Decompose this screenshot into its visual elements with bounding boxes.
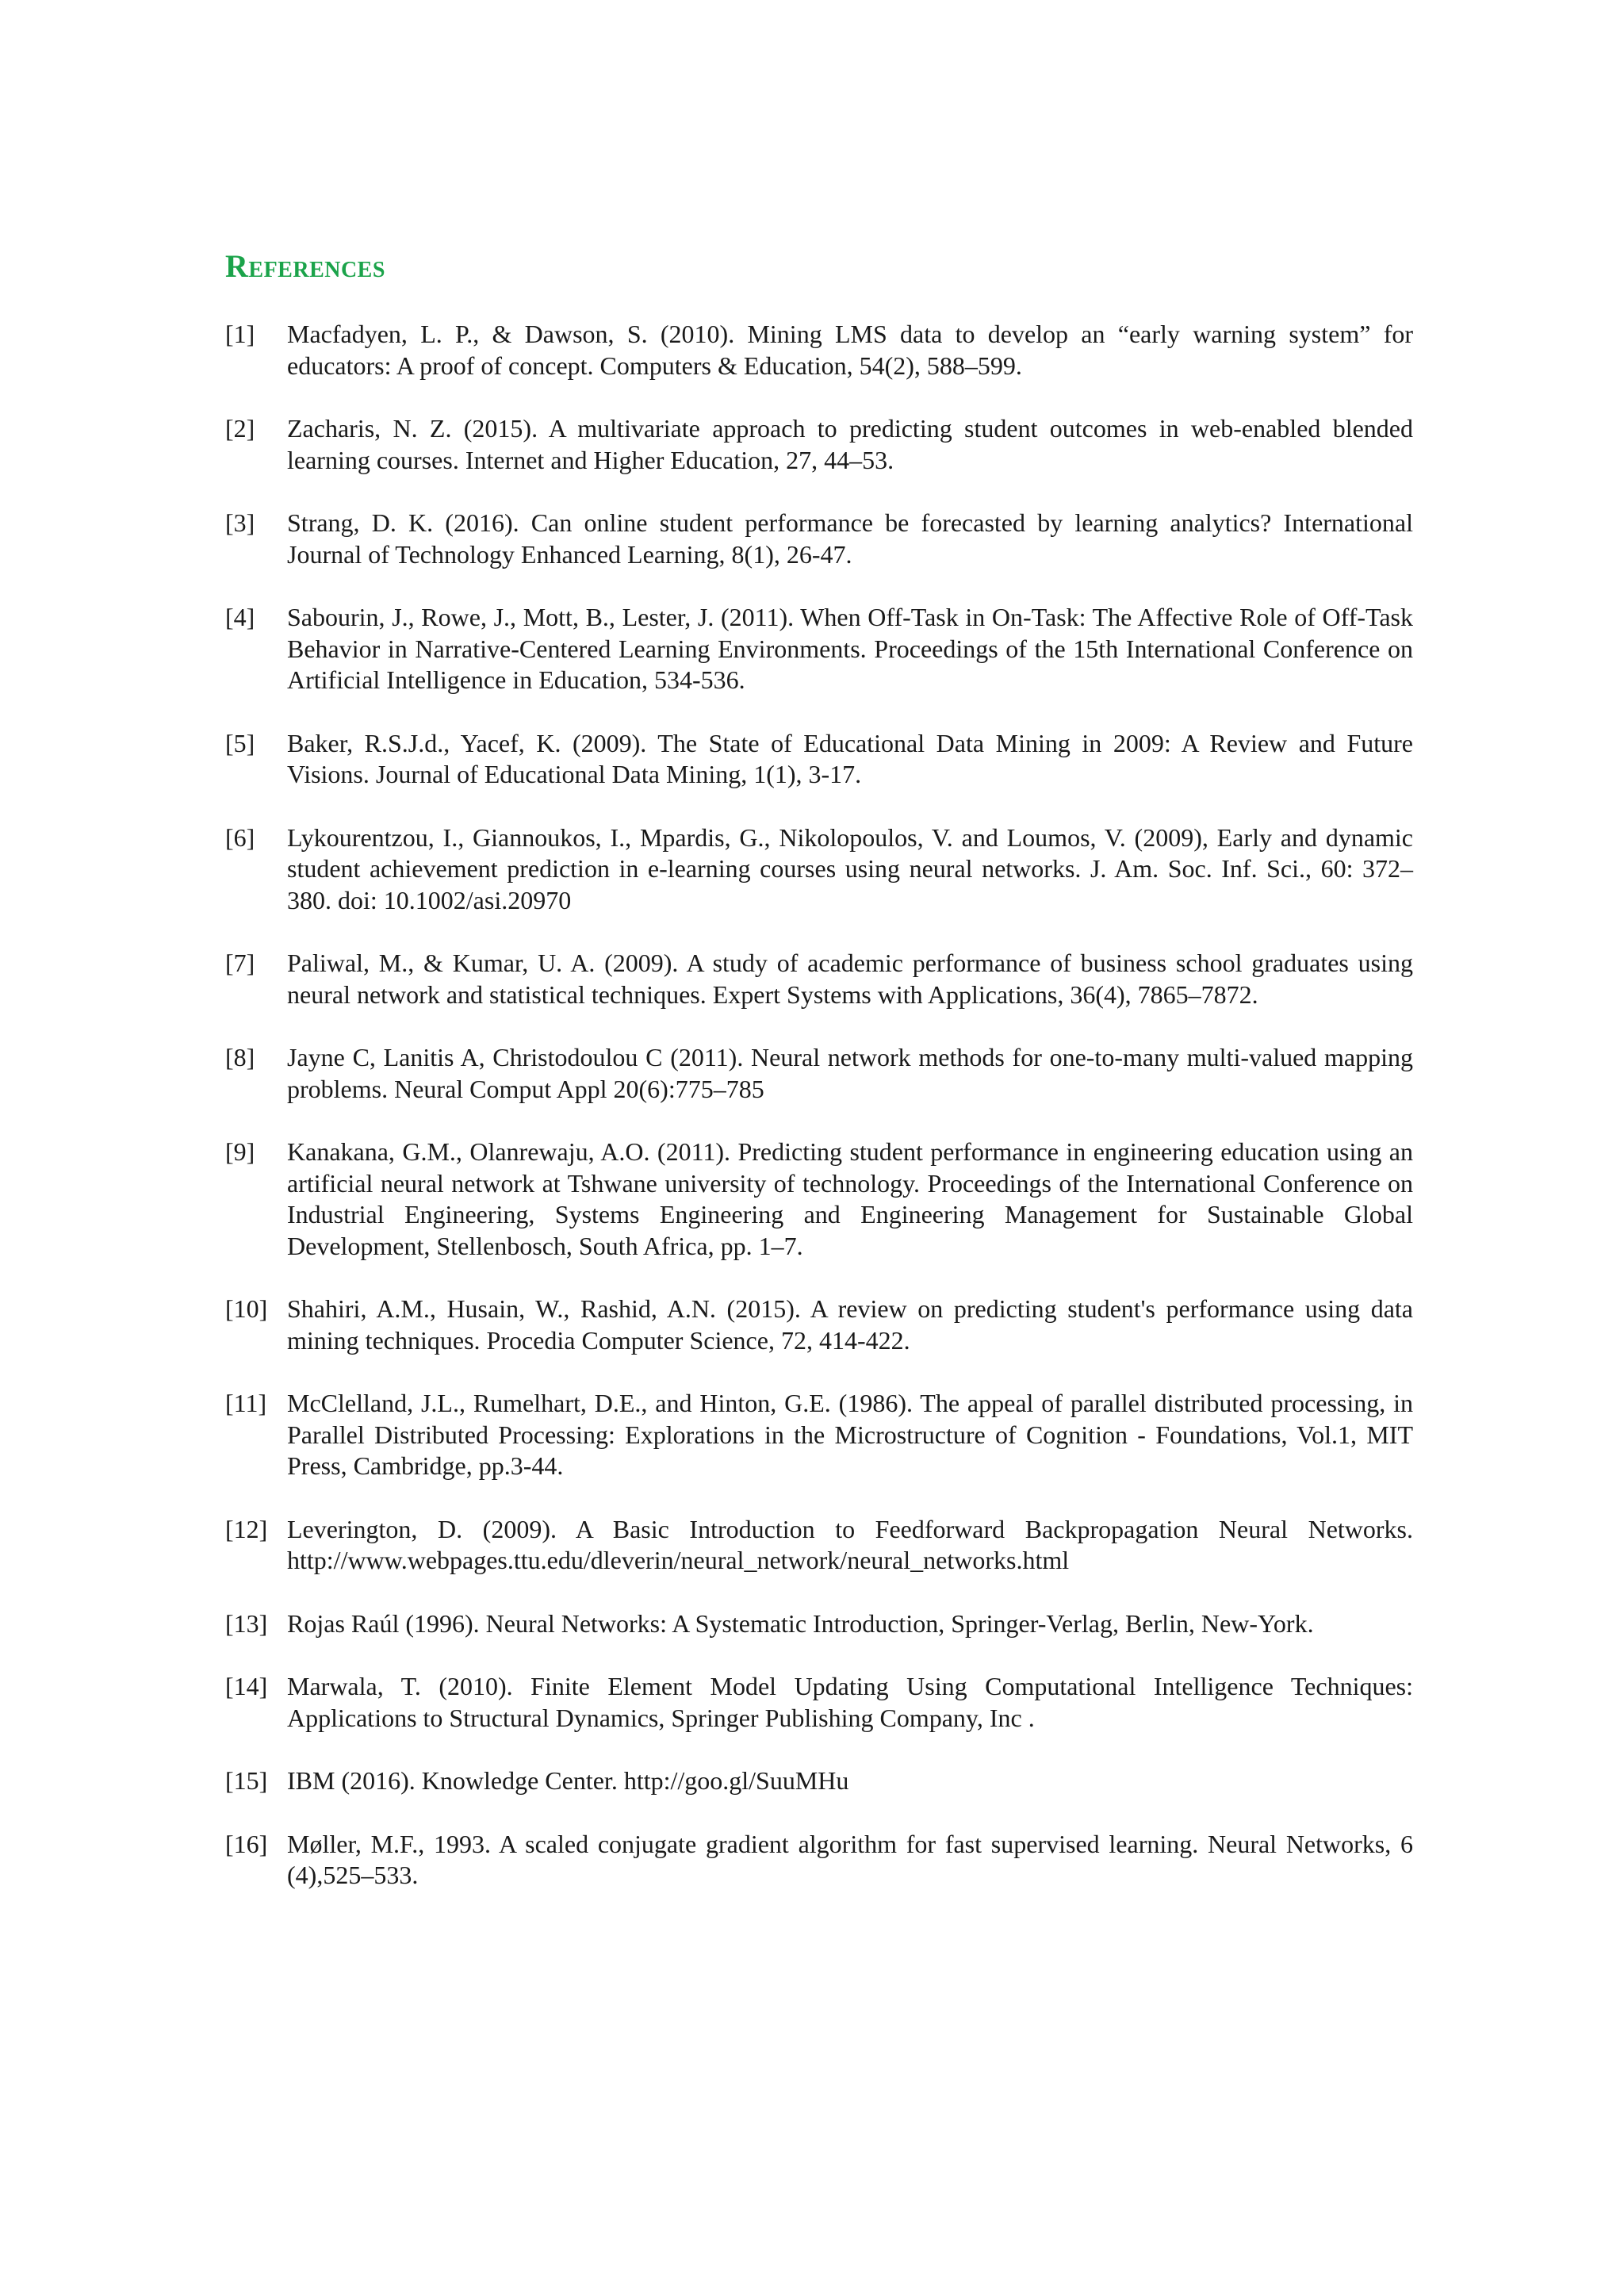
reference-number: [16]	[225, 1829, 268, 1858]
reference-number: [14]	[225, 1672, 268, 1700]
reference-item	[225, 948, 1413, 1010]
reference-text: Zacharis, N. Z. (2015). A multivariate approach to predicting student outcomes in web-enabled blended learning courses. Internet and Higher Education, 27, 44–53.	[287, 414, 1413, 474]
reference-item	[225, 1042, 1413, 1105]
reference-number: [5]	[225, 728, 255, 757]
reference-text: Jayne C, Lanitis A, Christodoulou C (2011). Neural network methods for one-to-many multi-valued mapping problems. Neural Comput Appl 20(6):775–785	[287, 1043, 1413, 1103]
reference-number: [1]	[225, 320, 255, 348]
reference-text: Møller, M.F., 1993. A scaled conjugate gradient algorithm for fast supervised learning. Neural Networks, 6 (4),525–533.	[287, 1829, 1413, 1889]
reference-number: [13]	[225, 1608, 268, 1638]
reference-text: Leverington, D. (2009). A Basic Introduction to Feedforward Backpropagation Neural Networks. http://www.webpages.ttu.edu/dleverin/neural_network/neural_networks.html	[287, 1514, 1413, 1574]
reference-number: [2]	[225, 414, 255, 443]
reference-text: Sabourin, J., Rowe, J., Mott, B., Lester, J. (2011). When Off-Task in On-Task: The Affective Role of Off-Task Behavior in Narrative-Centered Learning Environments. Proceedings of the 15th International Conference on Artificial Intelligence in Education, 534-536.	[287, 603, 1413, 694]
reference-item	[225, 413, 1413, 476]
reference-item	[225, 1608, 1413, 1640]
reference-text: Macfadyen, L. P., & Dawson, S. (2010). Mining LMS data to develop an “early warning system” for educators: A proof of concept. Computers & Education, 54(2), 588–599.	[287, 320, 1413, 380]
reference-number: [4]	[225, 603, 255, 631]
reference-number: [9]	[225, 1137, 255, 1166]
reference-text: Rojas Raúl (1996). Neural Networks: A Systematic Introduction, Springer-Verlag, Berlin, New-York.	[287, 1608, 1314, 1638]
reference-number: [11]	[225, 1389, 267, 1417]
reference-item	[225, 822, 1413, 917]
reference-text: IBM (2016). Knowledge Center. http://goo.gl/SuuMHu	[287, 1766, 849, 1795]
reference-text: Kanakana, G.M., Olanrewaju, A.O. (2011). Predicting student performance in engineering education using an artificial neural network at Tshwane university of technology. Proceedings of the International Conference on Industrial Engineering, Systems Engineering and Engineering Management for Sustainable Global Development, Stellenbosch, South Africa, pp. 1–7.	[287, 1137, 1413, 1260]
references-heading: References	[225, 248, 385, 284]
reference-item	[225, 1829, 1413, 1892]
reference-item	[225, 1388, 1413, 1482]
reference-item	[225, 1671, 1413, 1734]
reference-text: Strang, D. K. (2016). Can online student performance be forecasted by learning analytics? International Journal of Technology Enhanced Learning, 8(1), 26-47.	[287, 508, 1413, 569]
reference-item	[225, 1514, 1413, 1577]
reference-text: Paliwal, M., & Kumar, U. A. (2009). A study of academic performance of business school graduates using neural network and statistical techniques. Expert Systems with Applications, 36(4), 7865–7872.	[287, 949, 1413, 1009]
reference-number: [8]	[225, 1043, 255, 1071]
reference-text: McClelland, J.L., Rumelhart, D.E., and Hinton, G.E. (1986). The appeal of parallel distributed processing, in Parallel Distributed Processing: Explorations in the Microstructure of Cognition - Foundations, Vol.1, MIT Press, Cambridge, pp.3-44.	[287, 1389, 1413, 1480]
reference-item	[225, 728, 1413, 791]
reference-item	[225, 1137, 1413, 1262]
reference-number: [10]	[225, 1294, 268, 1323]
reference-item	[225, 1294, 1413, 1356]
reference-number: [15]	[225, 1766, 268, 1795]
reference-item	[225, 1765, 1413, 1797]
reference-number: [3]	[225, 508, 255, 537]
reference-number: [6]	[225, 822, 255, 852]
reference-item	[225, 602, 1413, 696]
reference-number: [12]	[225, 1514, 268, 1543]
reference-item	[225, 319, 1413, 381]
reference-item	[225, 508, 1413, 570]
reference-text: Shahiri, A.M., Husain, W., Rashid, A.N. (2015). A review on predicting student's performance using data mining techniques. Procedia Computer Science, 72, 414-422.	[287, 1294, 1413, 1355]
reference-number: [7]	[225, 949, 255, 977]
reference-text: Lykourentzou, I., Giannoukos, I., Mpardis, G., Nikolopoulos, V. and Loumos, V. (2009), Early and dynamic student achievement prediction in e-learning courses using neural networks. J. Am. Soc. Inf. Sci., 60: 372–380. doi: 10.1002/asi.20970	[287, 822, 1413, 914]
reference-text: Marwala, T. (2010). Finite Element Model Updating Using Computational Intelligence Techniques: Applications to Structural Dynamics, Springer Publishing Company, Inc .	[287, 1672, 1413, 1732]
reference-text: Baker, R.S.J.d., Yacef, K. (2009). The State of Educational Data Mining in 2009: A Review and Future Visions. Journal of Educational Data Mining, 1(1), 3-17.	[287, 728, 1413, 788]
reference-list	[225, 319, 1413, 1923]
